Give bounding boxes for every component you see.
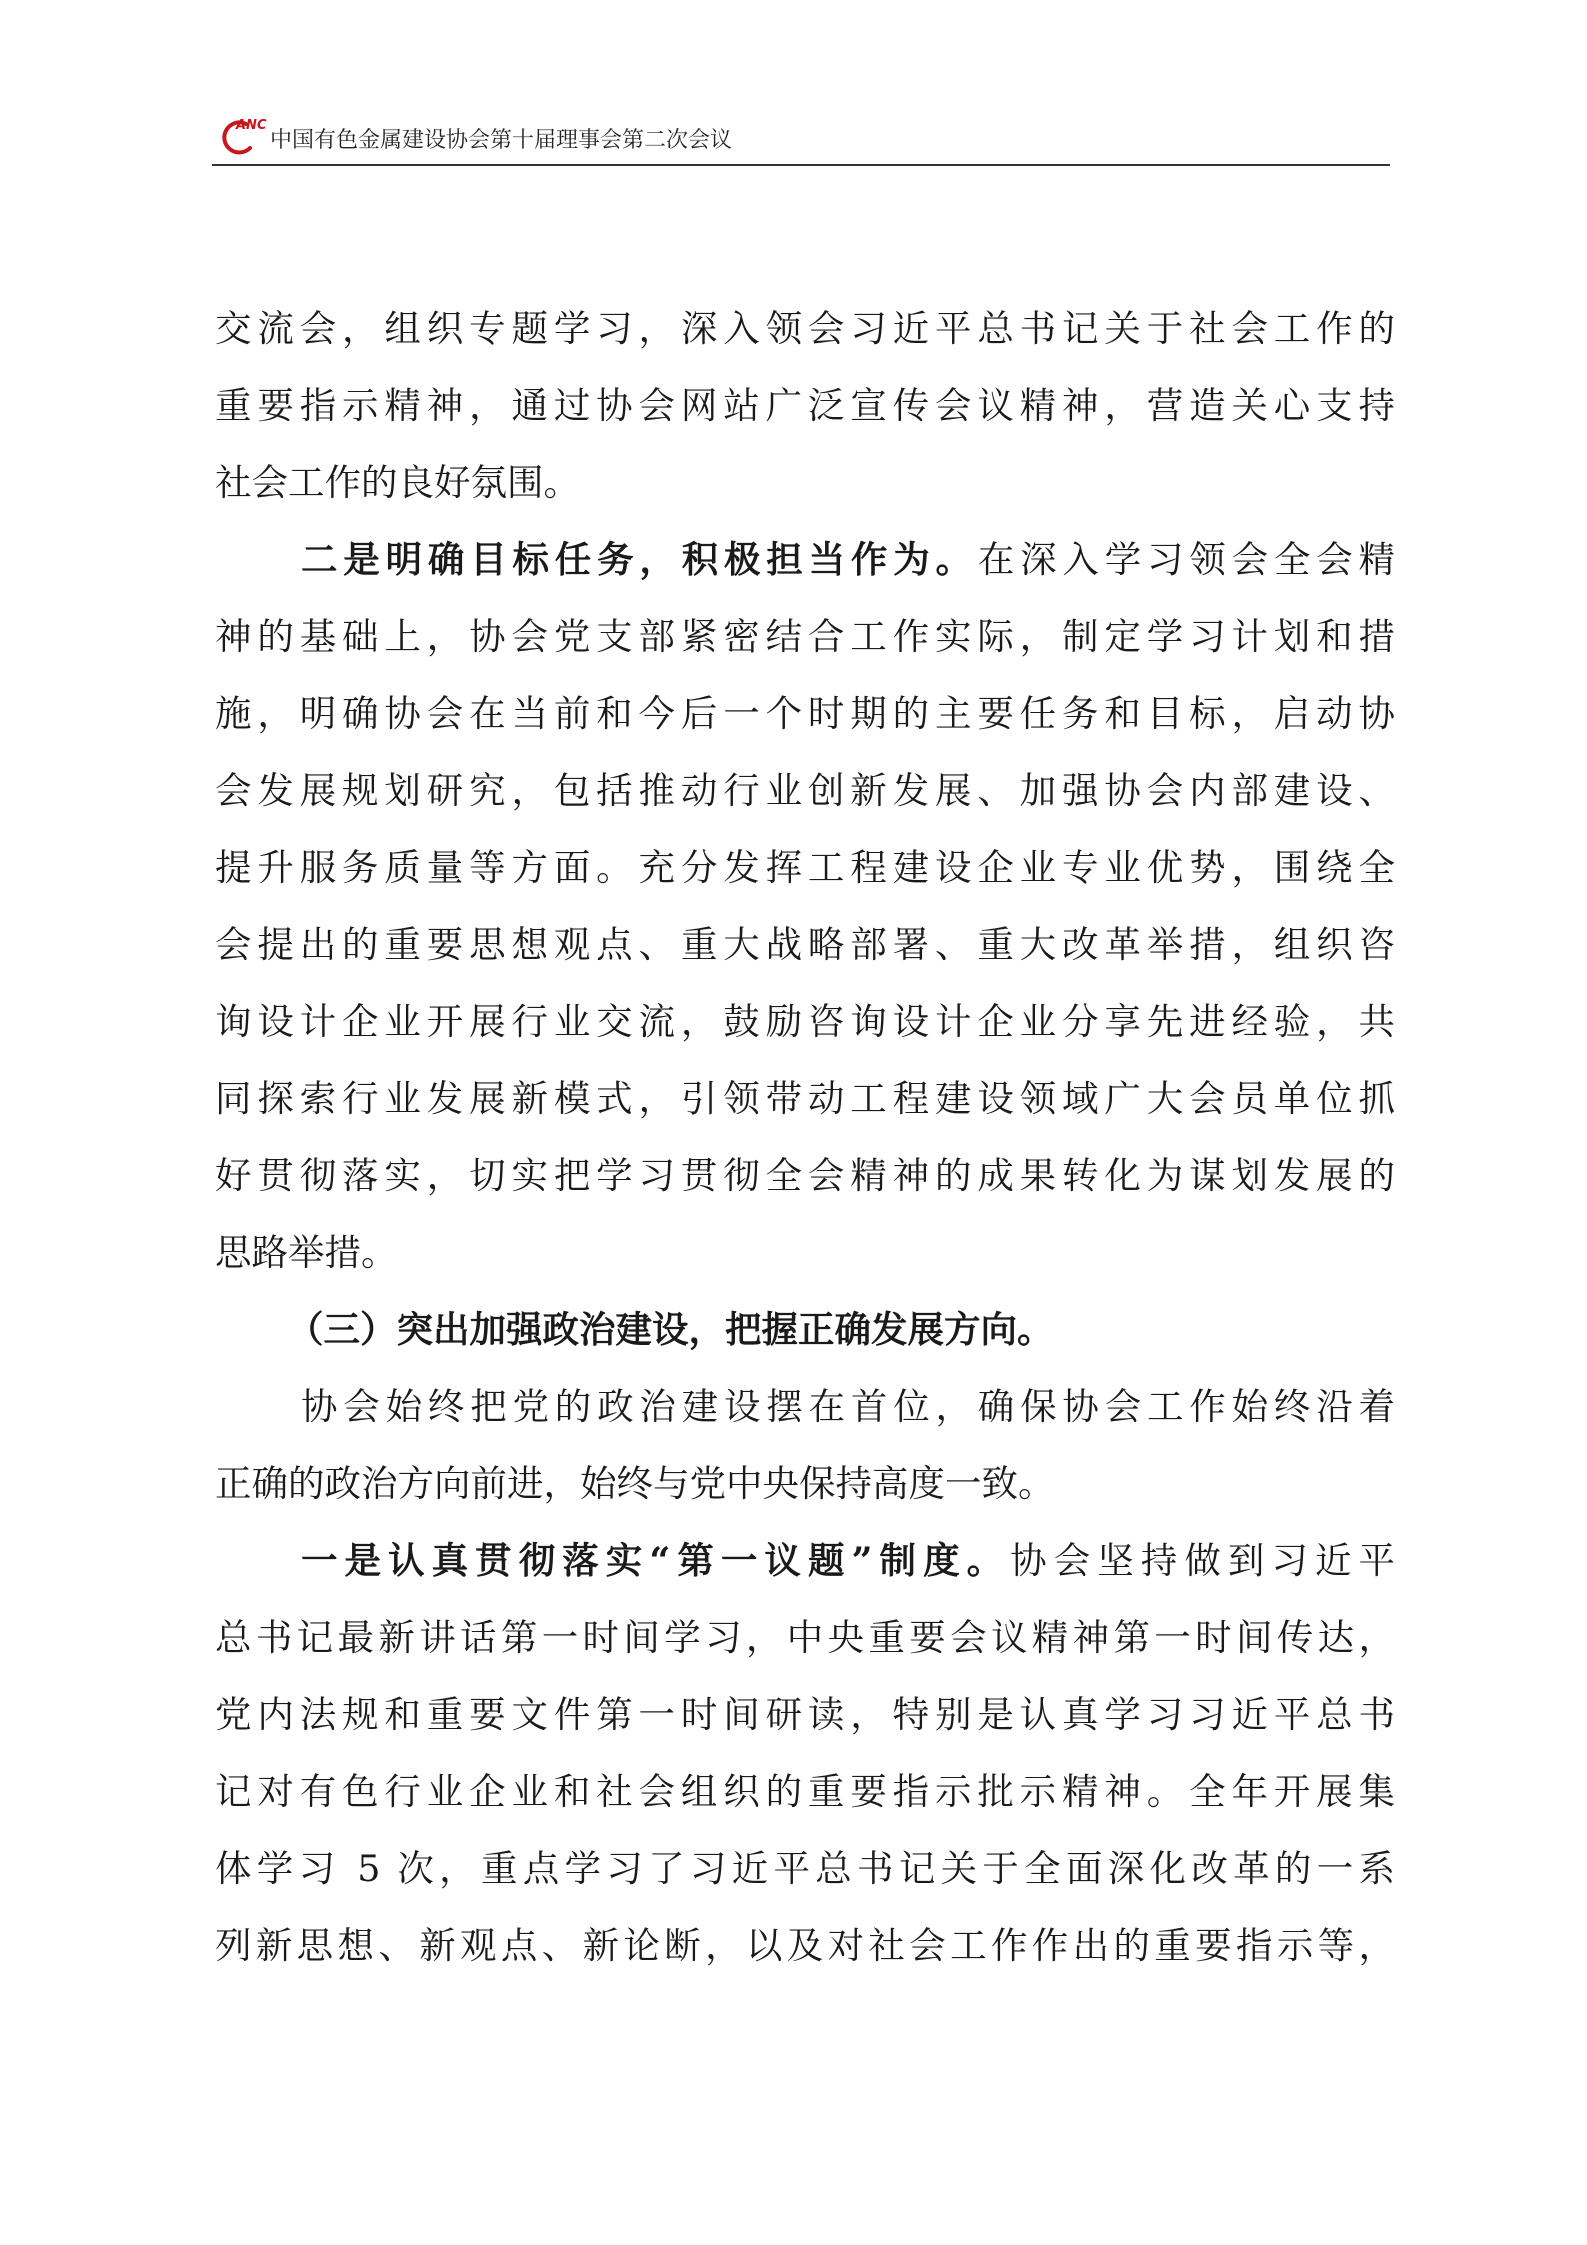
paragraph-lead: 二是明确目标任务，积极担当作为。 (301, 538, 978, 581)
text-line: 重要指示精神，通过协会网站广泛宣传会议精神，营造关心支持 (215, 384, 1395, 427)
text-line (215, 521, 1395, 598)
paragraph-text: 在深入学习领会全会精 (977, 538, 1396, 581)
section-heading: （三）突出加强政治建设，把握正确发展方向。 (287, 1308, 1054, 1351)
text-line: 施，明确协会在当前和今后一个时期的主要任务和目标，启动协 (215, 692, 1395, 735)
header-title: 中国有色金属建设协会第十届理事会第二次会议 (270, 128, 733, 153)
paragraph-lead: 一是认真贯彻落实“第一议题”制度。 (301, 1539, 1011, 1582)
document-body (215, 290, 1395, 1984)
text-line: 提升服务质量等方面。充分发挥工程建设企业专业优势，围绕全 (215, 846, 1395, 889)
text-line: 记对有色行业企业和社会组织的重要指示批示精神。全年开展集 (215, 1770, 1395, 1813)
logo-text: ANC (236, 118, 267, 133)
text-line: 协会始终把党的政治建设摆在首位，确保协会工作始终沿着 (301, 1385, 1395, 1428)
page-header (212, 108, 1390, 166)
text-line: 会发展规划研究，包括推动行业创新发展、加强协会内部建设、 (215, 769, 1395, 812)
text-line: 交流会，组织专题学习，深入领会习近平总书记关于社会工作的 (215, 307, 1395, 350)
text-line: 列新思想、新观点、新论断，以及对社会工作作出的重要指示等， (215, 1924, 1395, 1967)
text-line: 党内法规和重要文件第一时间研读，特别是认真学习习近平总书 (215, 1693, 1395, 1736)
text-line: 总书记最新讲话第一时间学习，中央重要会议精神第一时间传达， (215, 1616, 1395, 1659)
anc-logo-icon (216, 116, 266, 158)
text-line: 询设计企业开展行业交流，鼓励咨询设计企业分享先进经验，共 (215, 1000, 1395, 1043)
paragraph-text: 协会坚持做到习近平 (1010, 1539, 1395, 1582)
text-line: 会提出的重要思想观点、重大战略部署、重大改革举措，组织咨 (215, 923, 1395, 966)
text-line: 思路举措。 (215, 1231, 398, 1274)
text-line (215, 1522, 1395, 1599)
text-line: 体学习 5 次，重点学习了习近平总书记关于全面深化改革的一系 (215, 1847, 1395, 1890)
text-line: 社会工作的良好氛围。 (215, 461, 580, 504)
text-line: 神的基础上，协会党支部紧密结合工作实际，制定学习计划和措 (215, 615, 1395, 658)
text-line: 正确的政治方向前进，始终与党中央保持高度一致。 (215, 1462, 1055, 1505)
text-line: 好贯彻落实，切实把学习贯彻全会精神的成果转化为谋划发展的 (215, 1154, 1395, 1197)
text-line: 同探索行业发展新模式，引领带动工程建设领域广大会员单位抓 (215, 1077, 1395, 1120)
